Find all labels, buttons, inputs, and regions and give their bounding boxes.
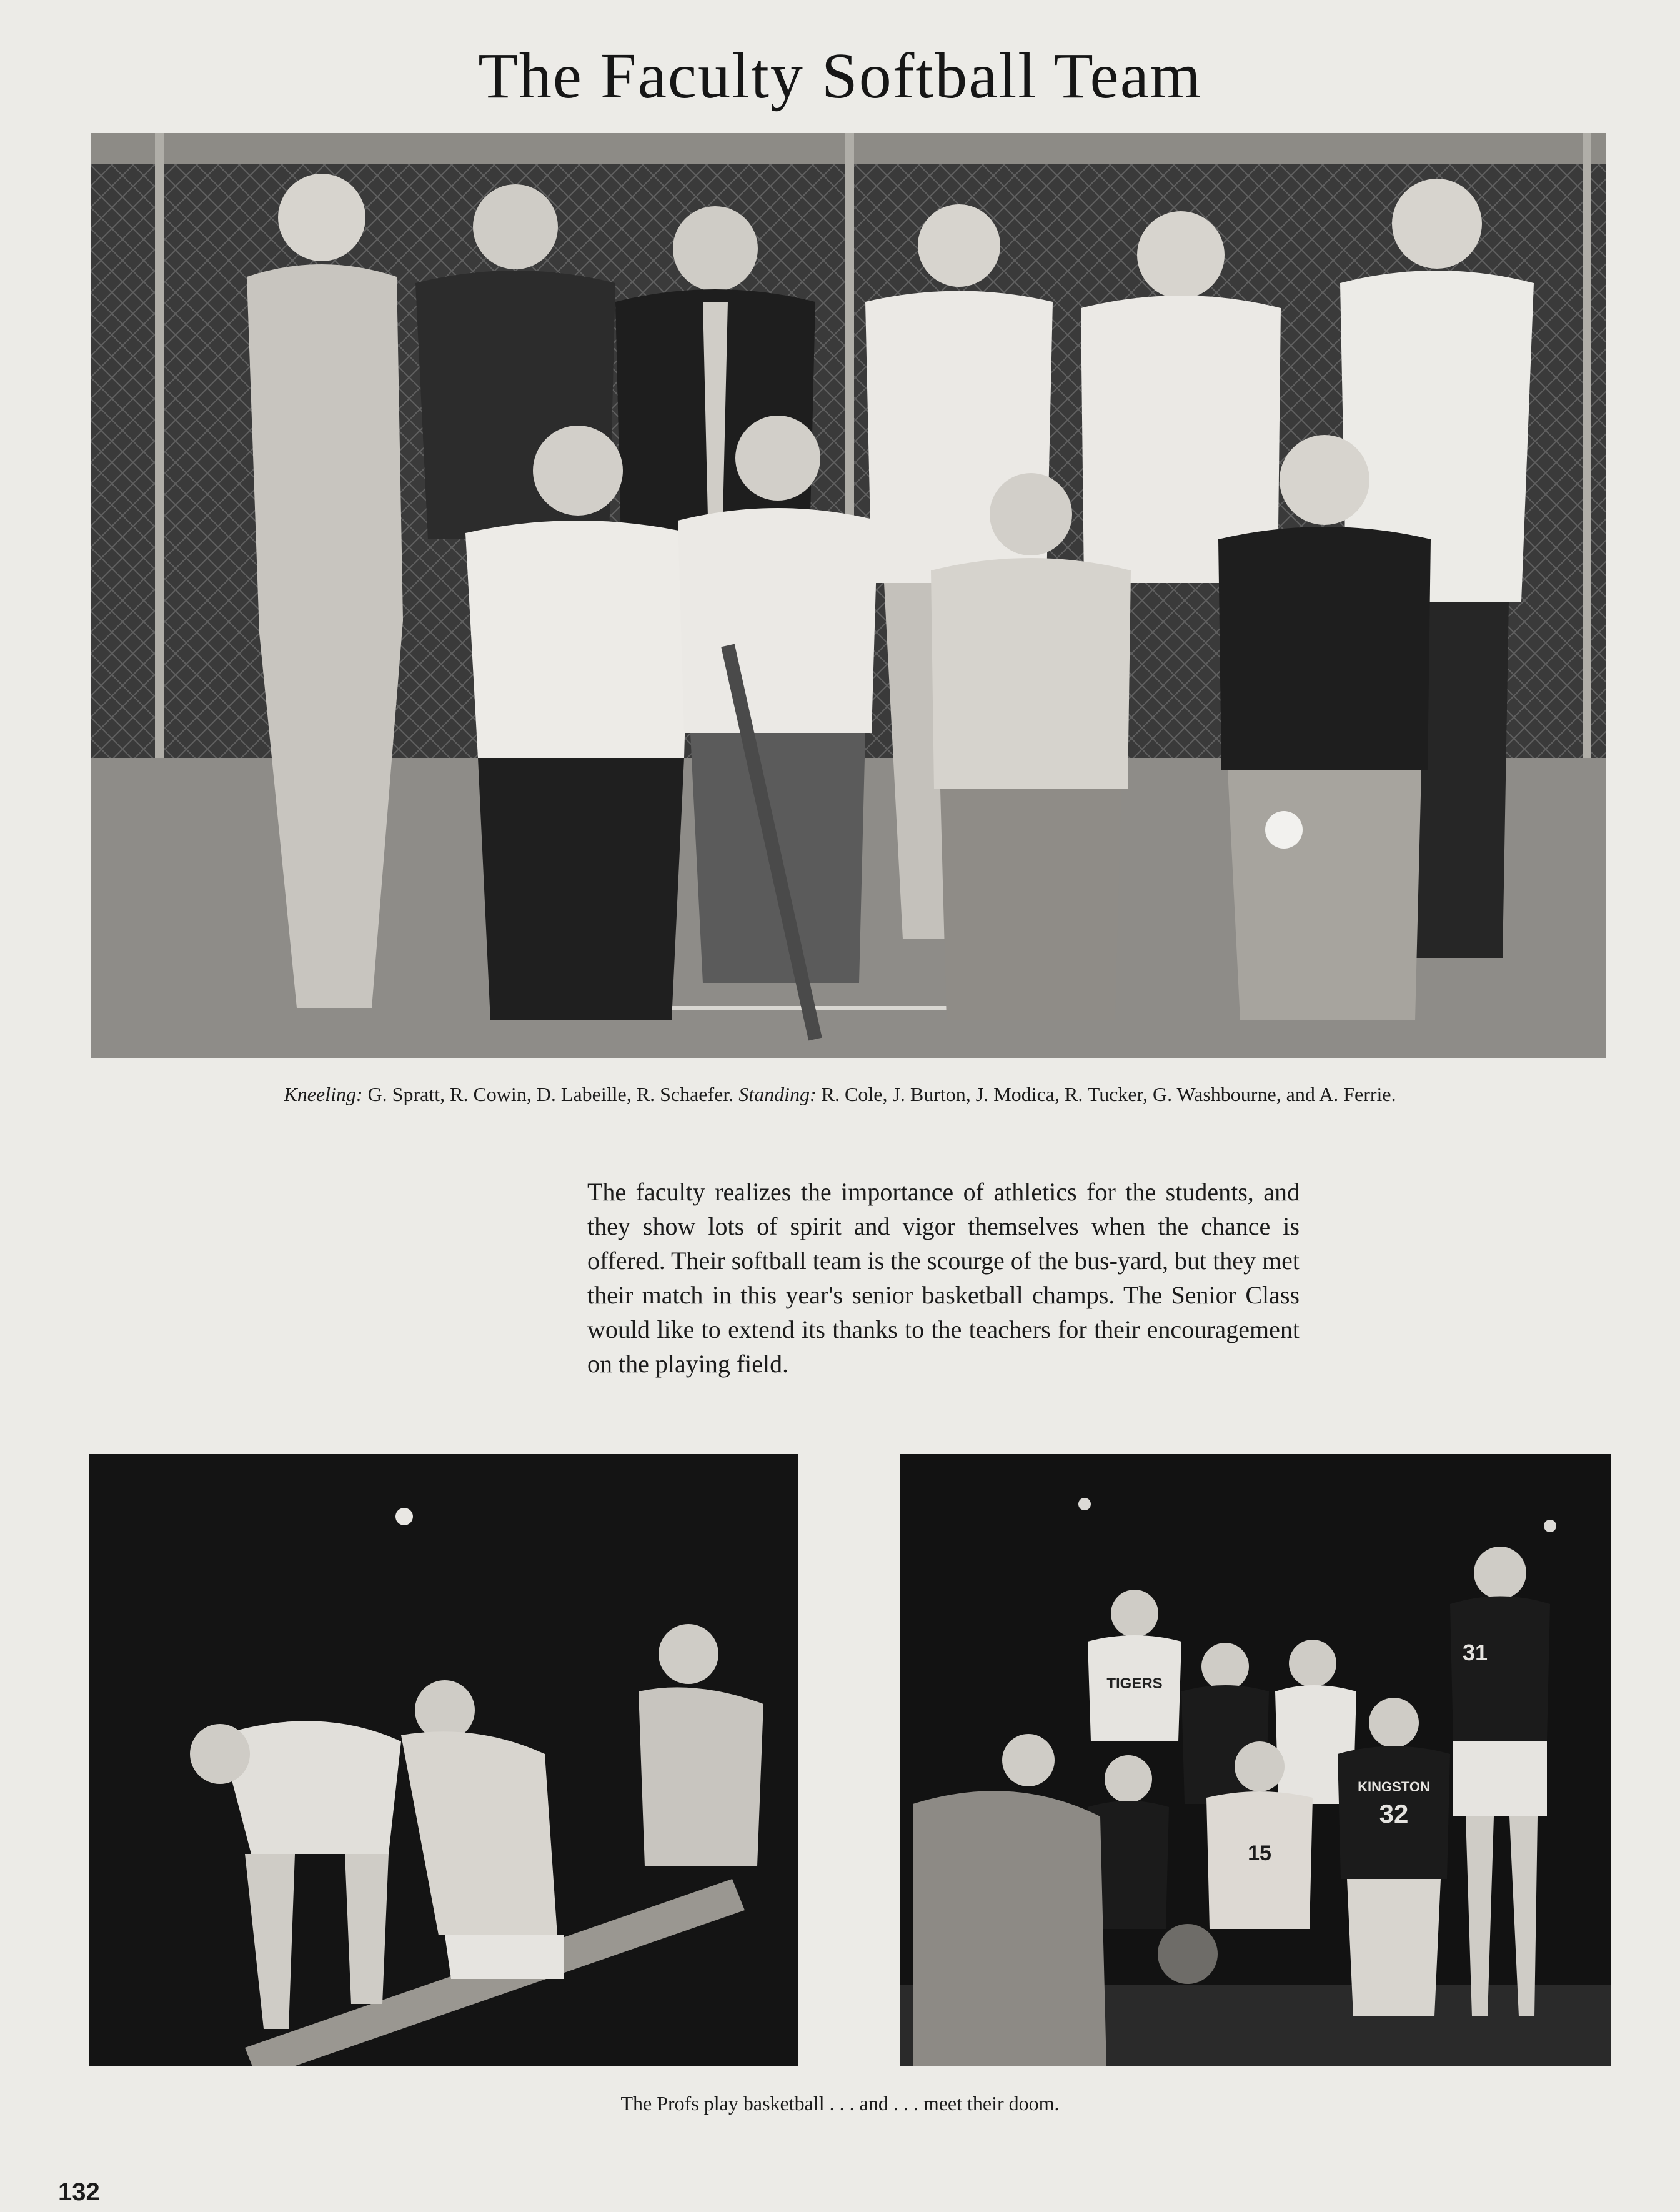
kneeling-names: G. Spratt, R. Cowin, D. Labeille, R. Schaefer.	[367, 1083, 734, 1105]
basketball-bench-photo	[89, 1454, 798, 2066]
jersey-text: TIGERS	[1106, 1675, 1163, 1692]
standing-label: Standing:	[738, 1083, 817, 1105]
page-number: 132	[58, 2178, 100, 2206]
bottom-photos-caption: The Profs play basketball . . . and . . . meet their doom.	[620, 2092, 1060, 2115]
jersey-number: 15	[1248, 1841, 1271, 1865]
jersey-number: 31	[1462, 1640, 1488, 1665]
standing-names: R. Cole, J. Burton, J. Modica, R. Tucker, G. Washbourne, and A. Ferrie.	[821, 1083, 1396, 1105]
jersey-number: 32	[1379, 1799, 1409, 1828]
body-paragraph: The faculty realizes the importance of athletics for the students, and they show lots of spirit and vigor themselves when the chance is offered. Their softball team is the scourge of the bus-yard, but they met their match in this year's senior basketball champs. The Senior Class would like to extend its thanks to the teachers for their encouragement on the playing field.	[587, 1178, 1300, 1378]
page-title: The Faculty Softball Team	[478, 40, 1202, 112]
kneeling-label: Kneeling:	[284, 1083, 363, 1105]
team-photo-caption	[0, 1083, 1680, 1106]
basketball-team-photo	[900, 1454, 1611, 2066]
jersey-text: KINGSTON	[1358, 1779, 1430, 1795]
team-photo	[91, 133, 1606, 1058]
